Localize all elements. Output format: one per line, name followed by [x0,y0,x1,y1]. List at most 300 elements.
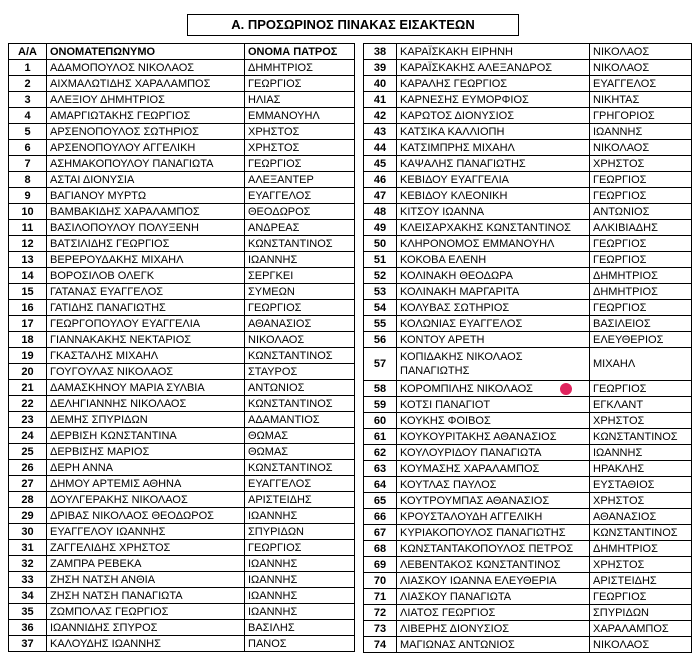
row-name: ΚΛΕΙΣΑΡΧΑΚΗΣ ΚΩΝΣΤΑΝΤΙΝΟΣ [397,220,590,236]
row-name: ΓΕΩΡΓΟΠΟΥΛΟΥ ΕΥΑΓΓΕΛΙΑ [47,316,245,332]
row-father-name: ΧΡΗΣΤΟΣ [590,413,692,429]
row-number: 66 [364,509,397,525]
row-father-name: ΚΩΝΣΤΑΝΤΙΝΟΣ [245,396,355,412]
row-number: 13 [9,252,47,268]
table-row [364,108,692,124]
row-number: 22 [9,396,47,412]
row-name: ΚΕΒΙΔΟΥ ΚΛΕΟΝΙΚΗ [397,188,590,204]
row-father-name: ΒΑΣΙΛΕΙΟΣ [590,316,692,332]
row-name: ΔΕΡΒΙΣΗΣ ΜΑΡΙΟΣ [47,444,245,460]
row-name: ΖΩΜΠΟΛΑΣ ΓΕΩΡΓΙΟΣ [47,604,245,620]
row-father-name: ΚΩΝΣΤΑΝΤΙΝΟΣ [590,429,692,445]
table-row [364,525,692,541]
row-father-name: ΣΠΥΡΙΔΩΝ [590,605,692,621]
table-row [364,621,692,637]
row-name: ΚΑΨΑΛΗΣ ΠΑΝΑΓΙΩΤΗΣ [397,156,590,172]
row-name: ΚΟΥΤΛΑΣ ΠΑΥΛΟΣ [397,477,590,493]
row-name: ΔΕΜΗΣ ΣΠΥΡΙΔΩΝ [47,412,245,428]
row-father-name: ΓΕΩΡΓΙΟΣ [590,252,692,268]
row-name: ΚΑΛΟΥΔΗΣ ΙΩΑΝΝΗΣ [47,636,245,652]
row-number: 60 [364,413,397,429]
row-father-name: ΓΕΩΡΓΙΟΣ [590,300,692,316]
row-name: ΚΑΡΩΤΟΣ ΔΙΟΝΥΣΙΟΣ [397,108,590,124]
row-father-name: ΓΕΩΡΓΙΟΣ [590,381,692,397]
table-header-row [9,44,355,60]
row-number: 1 [9,60,47,76]
table-row [9,428,355,444]
row-name: ΚΟΠΙΔΑΚΗΣ ΝΙΚΟΛΑΟΣ ΠΑΝΑΓΙΩΤΗΣ [397,348,590,381]
table-row [364,477,692,493]
row-father-name: ΕΥΣΤΑΘΙΟΣ [590,477,692,493]
row-father-name: ΜΙΧΑΗΛ [590,348,692,381]
table-row [364,541,692,557]
row-number: 31 [9,540,47,556]
row-number: 10 [9,204,47,220]
right-table [363,43,692,653]
row-name: ΒΑΤΣΙΛΙΔΗΣ ΓΕΩΡΓΙΟΣ [47,236,245,252]
row-father-name: ΕΥΑΓΓΕΛΟΣ [245,476,355,492]
table-row [364,381,692,397]
row-name: ΔΡΙΒΑΣ ΝΙΚΟΛΑΟΣ ΘΕΟΔΩΡΟΣ [47,508,245,524]
row-number: 41 [364,92,397,108]
left-table-body [9,60,355,652]
table-row [364,188,692,204]
row-name: ΚΛΗΡΟΝΟΜΟΣ ΕΜΜΑΝΟΥΗΛ [397,236,590,252]
table-row [364,493,692,509]
table-row [9,556,355,572]
row-name: ΑΣΤΑΙ ΔΙΟΝΥΣΙΑ [47,172,245,188]
row-father-name: ΙΩΑΝΝΗΣ [245,252,355,268]
row-father-name: ΑΛΚΙΒΙΑΔΗΣ [590,220,692,236]
row-name: ΖΗΣΗ ΝΑΤΣΗ ΠΑΝΑΓΙΩΤΑ [47,588,245,604]
table-row [364,605,692,621]
row-name: ΚΟΡΟΜΠΙΛΗΣ ΝΙΚΟΛΑΟΣ [397,381,590,397]
row-father-name: ΓΕΩΡΓΙΟΣ [245,540,355,556]
row-father-name: ΗΡΑΚΛΗΣ [590,461,692,477]
table-row [364,284,692,300]
row-name: ΓΟΥΓΟΥΛΑΣ ΝΙΚΟΛΑΟΣ [47,364,245,380]
table-row [364,445,692,461]
row-number: 65 [364,493,397,509]
row-number: 32 [9,556,47,572]
table-row [9,524,355,540]
row-number: 33 [9,572,47,588]
row-father-name: ΔΗΜΗΤΡΙΟΣ [590,541,692,557]
row-father-name: ΣΕΡΓΚΕΙ [245,268,355,284]
table-row [9,412,355,428]
row-number: 9 [9,188,47,204]
row-father-name: ΣΤΑΥΡΟΣ [245,364,355,380]
row-father-name: ΘΩΜΑΣ [245,444,355,460]
table-row [9,380,355,396]
header-father: ΟΝΟΜΑ ΠΑΤΡΟΣ [245,44,355,60]
row-father-name: ΝΙΚΟΛΑΟΣ [590,44,692,60]
row-name: ΔΑΜΑΣΚΗΝΟΥ ΜΑΡΙΑ ΣΥΛΒΙΑ [47,380,245,396]
row-name: ΚΥΡΙΑΚΟΠΟΥΛΟΣ ΠΑΝΑΓΙΩΤΗΣ [397,525,590,541]
row-number: 74 [364,637,397,653]
table-row [9,348,355,364]
row-number: 64 [364,477,397,493]
row-father-name: ΔΗΜΗΤΡΙΟΣ [590,268,692,284]
table-row [9,92,355,108]
row-father-name: ΧΡΗΣΤΟΣ [590,557,692,573]
row-number: 59 [364,397,397,413]
row-name: ΚΟΛΥΒΑΣ ΣΩΤΗΡΙΟΣ [397,300,590,316]
row-father-name: ΚΩΝΣΤΑΝΤΙΝΟΣ [245,460,355,476]
row-father-name: ΧΡΗΣΤΟΣ [590,493,692,509]
table-row [9,588,355,604]
row-father-name: ΧΡΗΣΤΟΣ [245,124,355,140]
table-row [9,204,355,220]
row-number: 23 [9,412,47,428]
row-name: ΚΟΥΛΟΥΡΙΔΟΥ ΠΑΝΑΓΙΩΤΑ [397,445,590,461]
row-number: 42 [364,108,397,124]
table-row [364,156,692,172]
row-name: ΑΜΑΡΓΙΩΤΑΚΗΣ ΓΕΩΡΓΙΟΣ [47,108,245,124]
row-name: ΒΑΓΙΑΝΟΥ ΜΥΡΤΩ [47,188,245,204]
row-number: 63 [364,461,397,477]
row-father-name: ΕΓΚΛΑΝΤ [590,397,692,413]
row-number: 17 [9,316,47,332]
row-father-name: ΕΜΜΑΝΟΥΗΛ [245,108,355,124]
table-row [9,140,355,156]
row-name: ΛΙΑΣΚΟΥ ΠΑΝΑΓΙΩΤΑ [397,589,590,605]
row-number: 29 [9,508,47,524]
row-number: 70 [364,573,397,589]
right-table-body [364,44,692,653]
row-father-name: ΑΝΤΩΝΙΟΣ [245,380,355,396]
row-number: 72 [364,605,397,621]
row-number: 26 [9,460,47,476]
table-row [364,236,692,252]
left-table [8,43,355,652]
table-row [364,252,692,268]
table-row [364,637,692,653]
row-father-name: ΓΕΩΡΓΙΟΣ [245,300,355,316]
row-number: 45 [364,156,397,172]
row-number: 11 [9,220,47,236]
row-father-name: ΚΩΝΣΤΑΝΤΙΝΟΣ [590,525,692,541]
row-father-name: ΓΕΩΡΓΙΟΣ [245,76,355,92]
row-father-name: ΑΘΑΝΑΣΙΟΣ [590,509,692,525]
table-row [9,364,355,380]
table-row [9,236,355,252]
row-father-name: ΚΩΝΣΤΑΝΤΙΝΟΣ [245,348,355,364]
row-name: ΖΑΓΓΕΛΙΔΗΣ ΧΡΗΣΤΟΣ [47,540,245,556]
row-name: ΚΕΒΙΔΟΥ ΕΥΑΓΓΕΛΙΑ [397,172,590,188]
row-father-name: ΒΑΣΙΛΗΣ [245,620,355,636]
row-name: ΚΟΥΤΡΟΥΜΠΑΣ ΑΘΑΝΑΣΙΟΣ [397,493,590,509]
table-row [364,332,692,348]
row-father-name: ΓΡΗΓΟΡΙΟΣ [590,108,692,124]
table-row [9,220,355,236]
row-father-name: ΝΙΚΟΛΑΟΣ [590,140,692,156]
row-number: 58 [364,381,397,397]
row-number: 19 [9,348,47,364]
row-name: ΚΩΝΣΤΑΝΤΑΚΟΠΟΥΛΟΣ ΠΕΤΡΟΣ [397,541,590,557]
row-name: ΔΗΜΟΥ ΑΡΤΕΜΙΣ ΑΘΗΝΑ [47,476,245,492]
row-father-name: ΙΩΑΝΝΗΣ [590,124,692,140]
table-row [9,604,355,620]
row-number: 71 [364,589,397,605]
row-name: ΓΑΤΑΝΑΣ ΕΥΑΓΓΕΛΟΣ [47,284,245,300]
table-row [364,348,692,381]
row-number: 8 [9,172,47,188]
row-number: 49 [364,220,397,236]
row-name: ΑΛΕΞΙΟΥ ΔΗΜΗΤΡΙΟΣ [47,92,245,108]
table-row [9,460,355,476]
row-father-name: ΝΙΚΟΛΑΟΣ [245,332,355,348]
table-row [364,124,692,140]
row-number: 16 [9,300,47,316]
table-row [364,300,692,316]
header-name: ΟΝΟΜΑΤΕΠΩΝΥΜΟ [47,44,245,60]
document-title: Α. ΠΡΟΣΩΡΙΝΟΣ ΠΙΝΑΚΑΣ ΕΙΣΑΚΤΕΩΝ [187,14,519,36]
row-father-name: ΝΙΚΟΛΑΟΣ [590,637,692,653]
row-father-name: ΑΡΙΣΤΕΙΔΗΣ [245,492,355,508]
row-father-name: ΙΩΑΝΝΗΣ [590,445,692,461]
row-number: 6 [9,140,47,156]
table-row [9,124,355,140]
row-name: ΚΟΛΙΝΑΚΗ ΜΑΡΓΑΡΙΤΑ [397,284,590,300]
row-number: 69 [364,557,397,573]
table-row [9,268,355,284]
row-father-name: ΕΥΑΓΓΕΛΟΣ [245,188,355,204]
table-row [9,300,355,316]
row-father-name: ΘΕΟΔΩΡΟΣ [245,204,355,220]
row-name: ΚΙΤΣΟΥ ΙΩΑΝΝΑ [397,204,590,220]
row-name: ΚΟΚΟΒΑ ΕΛΕΝΗ [397,252,590,268]
row-number: 50 [364,236,397,252]
row-number: 48 [364,204,397,220]
row-name: ΔΟΥΛΓΕΡΑΚΗΣ ΝΙΚΟΛΑΟΣ [47,492,245,508]
row-father-name: ΗΛΙΑΣ [245,92,355,108]
row-number: 44 [364,140,397,156]
row-number: 55 [364,316,397,332]
row-number: 47 [364,188,397,204]
table-row [364,509,692,525]
table-row [364,140,692,156]
row-name: ΜΑΓΙΩΝΑΣ ΑΝΤΩΝΙΟΣ [397,637,590,653]
table-row [364,204,692,220]
table-row [9,492,355,508]
table-row [9,252,355,268]
row-number: 30 [9,524,47,540]
row-number: 25 [9,444,47,460]
row-father-name: ΧΡΗΣΤΟΣ [590,156,692,172]
table-row [364,172,692,188]
row-name: ΚΑΤΣΙΚΑ ΚΑΛΛΙΟΠΗ [397,124,590,140]
row-father-name: ΓΕΩΡΓΙΟΣ [590,236,692,252]
table-row [9,60,355,76]
row-number: 38 [364,44,397,60]
row-number: 28 [9,492,47,508]
row-father-name: ΔΗΜΗΤΡΙΟΣ [590,284,692,300]
row-name: ΓΙΑΝΝΑΚΑΚΗΣ ΝΕΚΤΑΡΙΟΣ [47,332,245,348]
row-number: 68 [364,541,397,557]
table-row [9,108,355,124]
row-number: 18 [9,332,47,348]
table-row [9,540,355,556]
row-father-name: ΙΩΑΝΝΗΣ [245,508,355,524]
row-name: ΚΟΛΙΝΑΚΗ ΘΕΟΔΩΡΑ [397,268,590,284]
row-father-name: ΑΛΕΞΑΝΤΕΡ [245,172,355,188]
row-number: 21 [9,380,47,396]
row-father-name: ΕΛΕΥΘΕΡΙΟΣ [590,332,692,348]
row-number: 2 [9,76,47,92]
table-row [364,573,692,589]
row-father-name: ΓΕΩΡΓΙΟΣ [590,589,692,605]
header-num: Α/Α [9,44,47,60]
row-number: 53 [364,284,397,300]
row-number: 20 [9,364,47,380]
row-name: ΑΔΑΜΟΠΟΥΛΟΣ ΝΙΚΟΛΑΟΣ [47,60,245,76]
table-row [364,220,692,236]
row-name: ΑΡΣΕΝΟΠΟΥΛΟΣ ΣΩΤΗΡΙΟΣ [47,124,245,140]
table-row [364,92,692,108]
row-father-name: ΑΝΤΩΝΙΟΣ [590,204,692,220]
table-row [9,156,355,172]
row-father-name: ΓΕΩΡΓΙΟΣ [590,172,692,188]
row-father-name: ΣΠΥΡΙΔΩΝ [245,524,355,540]
row-name: ΚΟΥΜΑΣΗΣ ΧΑΡΑΛΑΜΠΟΣ [397,461,590,477]
row-name: ΚΑΡΝΕΣΗΣ ΕΥΜΟΡΦΙΟΣ [397,92,590,108]
row-father-name: ΓΕΩΡΓΙΟΣ [590,188,692,204]
row-name: ΛΙΑΤΟΣ ΓΕΩΡΓΙΟΣ [397,605,590,621]
row-number: 14 [9,268,47,284]
row-number: 39 [364,60,397,76]
row-father-name: ΘΩΜΑΣ [245,428,355,444]
row-father-name: ΚΩΝΣΤΑΝΤΙΝΟΣ [245,236,355,252]
table-row [364,397,692,413]
row-father-name: ΙΩΑΝΝΗΣ [245,556,355,572]
row-name: ΛΙΒΕΡΗΣ ΔΙΟΝΥΣΙΟΣ [397,621,590,637]
table-row [9,284,355,300]
row-name: ΚΟΛΩΝΙΑΣ ΕΥΑΓΓΕΛΟΣ [397,316,590,332]
table-row [9,396,355,412]
table-row [364,76,692,92]
highlight-marker [560,383,572,395]
row-father-name: ΑΡΙΣΤΕΙΔΗΣ [590,573,692,589]
table-row [9,444,355,460]
row-name: ΛΙΑΣΚΟΥ ΙΩΑΝΝΑ ΕΛΕΥΘΕΡΙΑ [397,573,590,589]
row-father-name: ΠΑΝΟΣ [245,636,355,652]
row-father-name: ΓΕΩΡΓΙΟΣ [245,156,355,172]
row-name: ΖΑΜΠΡΑ ΡΕΒΕΚΑ [47,556,245,572]
row-name: ΚΑΡΑΛΗΣ ΓΕΩΡΓΙΟΣ [397,76,590,92]
row-father-name: ΕΥΑΓΓΕΛΟΣ [590,76,692,92]
row-father-name: ΝΙΚΗΤΑΣ [590,92,692,108]
row-number: 15 [9,284,47,300]
row-number: 57 [364,348,397,381]
row-number: 37 [9,636,47,652]
row-number: 36 [9,620,47,636]
table-row [9,76,355,92]
table-row [9,572,355,588]
row-name: ΓΚΑΣΤΑΛΗΣ ΜΙΧΑΗΛ [47,348,245,364]
row-name: ΚΟΤΣΙ ΠΑΝΑΓΙΟΤ [397,397,590,413]
row-number: 7 [9,156,47,172]
table-row [364,60,692,76]
row-number: 34 [9,588,47,604]
row-number: 40 [364,76,397,92]
row-father-name: ΙΩΑΝΝΗΣ [245,588,355,604]
table-row [9,316,355,332]
row-father-name: ΧΡΗΣΤΟΣ [245,140,355,156]
row-number: 73 [364,621,397,637]
table-row [364,316,692,332]
row-father-name: ΙΩΑΝΝΗΣ [245,572,355,588]
row-name: ΑΡΣΕΝΟΠΟΥΛΟΥ ΑΓΓΕΛΙΚΗ [47,140,245,156]
row-number: 4 [9,108,47,124]
row-father-name: ΝΙΚΟΛΑΟΣ [590,60,692,76]
row-name: ΖΗΣΗ ΝΑΤΣΗ ΑΝΘΙΑ [47,572,245,588]
row-number: 12 [9,236,47,252]
row-father-name: ΣΥΜΕΩΝ [245,284,355,300]
row-father-name: ΙΩΑΝΝΗΣ [245,604,355,620]
table-row [9,508,355,524]
row-number: 35 [9,604,47,620]
row-father-name: ΧΑΡΑΛΑΜΠΟΣ [590,621,692,637]
table-row [9,172,355,188]
row-number: 27 [9,476,47,492]
row-name: ΚΑΡΑΪΣΚΑΚΗ ΕΙΡΗΝΗ [397,44,590,60]
row-name: ΔΕΡΒΙΣΗ ΚΩΝΣΤΑΝΤΙΝΑ [47,428,245,444]
row-name: ΙΩΑΝΝΙΔΗΣ ΣΠΥΡΟΣ [47,620,245,636]
row-number: 3 [9,92,47,108]
table-row [364,44,692,60]
row-name: ΒΕΡΕΡΟΥΔΑΚΗΣ ΜΙΧΑΗΛ [47,252,245,268]
row-name: ΑΙΧΜΑΛΩΤΙΔΗΣ ΧΑΡΑΛΑΜΠΟΣ [47,76,245,92]
row-number: 56 [364,332,397,348]
row-name: ΚΟΝΤΟΥ ΑΡΕΤΗ [397,332,590,348]
row-number: 51 [364,252,397,268]
row-name: ΔΕΡΗ ΑΝΝΑ [47,460,245,476]
table-row [9,332,355,348]
row-name: ΓΑΤΙΔΗΣ ΠΑΝΑΓΙΩΤΗΣ [47,300,245,316]
row-name: ΚΡΟΥΣΤΑΛΟΥΔΗ ΑΓΓΕΛΙΚΗ [397,509,590,525]
row-name: ΒΑΜΒΑΚΙΔΗΣ ΧΑΡΑΛΑΜΠΟΣ [47,204,245,220]
row-number: 61 [364,429,397,445]
row-name: ΚΑΡΑΪΣΚΑΚΗΣ ΑΛΕΞΑΝΔΡΟΣ [397,60,590,76]
table-row [364,461,692,477]
row-number: 67 [364,525,397,541]
row-number: 46 [364,172,397,188]
row-number: 54 [364,300,397,316]
table-row [9,636,355,652]
table-row [9,476,355,492]
row-name: ΑΣΗΜΑΚΟΠΟΥΛΟΥ ΠΑΝΑΓΙΩΤΑ [47,156,245,172]
row-name: ΕΥΑΓΓΕΛΟΥ ΙΩΑΝΝΗΣ [47,524,245,540]
row-number: 62 [364,445,397,461]
table-row [364,557,692,573]
row-father-name: ΑΝΔΡΕΑΣ [245,220,355,236]
row-number: 5 [9,124,47,140]
table-row [364,429,692,445]
table-row [364,268,692,284]
row-name: ΚΑΤΣΙΜΠΡΗΣ ΜΙΧΑΗΛ [397,140,590,156]
table-row [9,188,355,204]
row-name: ΒΑΣΙΛΟΠΟΥΛΟΥ ΠΟΛΥΞΕΝΗ [47,220,245,236]
table-row [364,413,692,429]
row-number: 52 [364,268,397,284]
row-number: 43 [364,124,397,140]
row-name: ΛΕΒΕΝΤΑΚΟΣ ΚΩΝΣΤΑΝΤΙΝΟΣ [397,557,590,573]
table-row [9,620,355,636]
row-name: ΒΟΡΟΣΙΛΟΒ ΟΛΕΓΚ [47,268,245,284]
row-name: ΚΟΥΚΟΥΡΙΤΑΚΗΣ ΑΘΑΝΑΣΙΟΣ [397,429,590,445]
row-number: 24 [9,428,47,444]
